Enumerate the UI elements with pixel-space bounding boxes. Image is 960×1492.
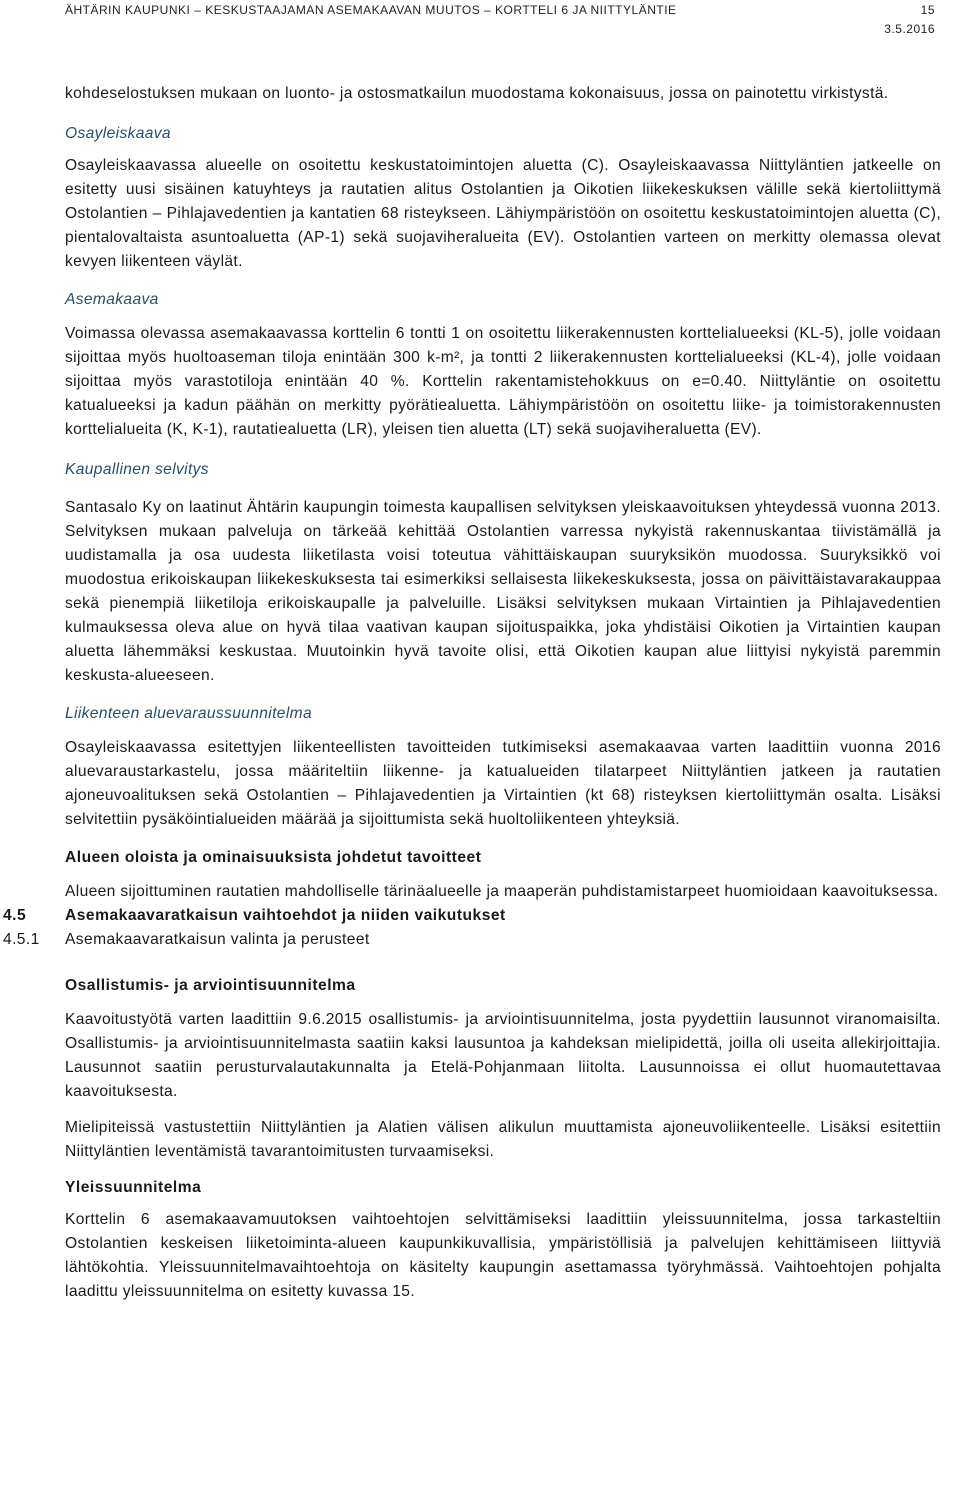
section-4-5-1-heading <box>3 928 941 952</box>
oas-heading: Osallistumis- ja arviointisuunnitelma <box>65 977 356 994</box>
oas-text-2: Mielipiteissä vastustettiin Niittyläntien ja Alatien välisen alikulun muuttamista ajoneuvoliikenteelle. Lisäksi esitettiin Niittyläntien leventämistä tavarantoimitusten turvaamiseksi. <box>65 1119 941 1160</box>
kaupallinen-heading: Kaupallinen selvitys <box>65 461 209 478</box>
section-4-5-heading <box>3 904 941 928</box>
section-4-5-1-title: Asemakaavaratkaisun valinta ja perusteet <box>65 931 370 948</box>
section-4-5-number: 4.5 <box>3 907 27 924</box>
liikenne-heading: Liikenteen aluevaraussuunnitelma <box>65 705 312 722</box>
liikenne-text: Osayleiskaavassa esitettyjen liikenteellisten tavoitteiden tutkimiseksi asemakaavaa varten laadittiin vuonna 2016 aluevaraustarkastelu, jossa määriteltiin liikenne- ja katualueiden tilatarpeet Niittyläntien jatkeen ja rautatien ajoneuvoalituksen sekä Ostolantien – Pihlajavedentien ja Virtaintien (kt 68) risteyksen kiertoliittymän osalta. Lisäksi selvitettiin pysäköintialueiden määrää ja sijoittumista sekä huoltoliikenteen yhteyksiä. <box>65 739 941 828</box>
yleissuunnitelma-text: Korttelin 6 asemakaavamuutoksen vaihtoehtojen selvittämiseksi laadittiin yleissuunnitelma, jossa tarkasteltiin Ostolantien keskeisen liiketoiminta-alueen kaupunkikuvallisia, ympäristöllisiä ja palvelujen kehittämiseen liittyviä lähtökohtia. Yleissuunnitelmavaihtoehtoja on käsitelty kaupungin asettamassa työryhmässä. Vaihtoehtojen pohjalta laadittu yleissuunnitelma on esitetty kuvassa 15. <box>65 1211 941 1300</box>
osayleiskaava-heading: Osayleiskaava <box>65 125 171 142</box>
asemakaava-text: Voimassa olevassa asemakaavassa korttelin 6 tontti 1 on osoitettu liikerakennusten korttelialueeksi (KL-5), jolle voidaan sijoittaa myös huoltoaseman tiloja enintään 300 k-m², ja tontti 2 liikerakennusten korttelialueeksi (KL-4), jolle voidaan sijoittaa myös varastotiloja enintään 40 %. Korttelin rakentamistehokkuus on e=0.40. Niittyläntie on osoitettu katualueeksi ja kadun päähän on merkitty pyörätiealuetta. Lähiympäristöön on osoitettu liike- ja toimistorakennusten korttelialueita (K, K-1), rautatiealuetta (LR), yleisen tien aluetta (LT) sekä suojaviheraluetta (EV). <box>65 325 941 438</box>
document-body <box>3 82 941 1304</box>
oas-text-1: Kaavoitustyötä varten laadittiin 9.6.2015 osallistumis- ja arviointisuunnitelma, josta pyydettiin lausunnot viranomaisilta. Osallistumis- ja arviointisuunnitelmasta saatiin kaksi lausuntoa ja kahdeksan mielipidettä, joilla oli useita allekirjoittajia. Lausunnot saatiin perusturvalautakunnalta ja Etelä-Pohjanmaan liitolta. Lausunnoissa ei ollut huomautettavaa kaavoituksesta. <box>65 1011 941 1100</box>
page-number: 15 <box>920 3 935 17</box>
header-title: ÄHTÄRIN KAUPUNKI – KESKUSTAAJAMAN ASEMAKAAVAN MUUTOS – KORTTELI 6 JA NIITTYLÄNTIE <box>65 3 677 17</box>
tavoitteet-heading: Alueen oloista ja ominaisuuksista johdetut tavoitteet <box>65 849 482 866</box>
asemakaava-heading: Asemakaava <box>65 291 159 308</box>
yleissuunnitelma-heading: Yleissuunnitelma <box>65 1179 202 1196</box>
osayleiskaava-text: Osayleiskaavassa alueelle on osoitettu keskustatoimintojen aluetta (C). Osayleiskaavassa Niittyläntien jatkeelle on esitetty uusi sisäinen katuyhteys ja rautatien alitus Ostolantien ja Oikotien liikekeskuksen välille sekä kiertoliittymä Ostolantien – Pihlajavedentien ja kantatien 68 risteykseen. Lähiympäristöön on osoitettu keskustatoimintojen aluetta (C), pientalovaltaista asuntoaluetta (AP-1) sekä suojaviheralueita (EV). Ostolantien varteen on merkitty olemassa olevat kevyen liikenteen väylät. <box>65 157 941 270</box>
header-date: 3.5.2016 <box>884 22 935 36</box>
section-4-5-title: Asemakaavaratkaisun vaihtoehdot ja niiden vaikutukset <box>65 907 506 924</box>
intro-paragraph: kohdeselostuksen mukaan on luonto- ja ostosmatkailun muodostama kokonaisuus, jossa on painotettu virkistystä. <box>65 85 889 102</box>
tavoitteet-text: Alueen sijoittuminen rautatien mahdolliselle tärinäalueelle ja maaperän puhdistamistarpeet huomioidaan kaavoituksessa. <box>65 883 939 900</box>
kaupallinen-text: Santasalo Ky on laatinut Ähtärin kaupungin toimesta kaupallisen selvityksen yleiskaavoituksen yhteydessä vuonna 2013. Selvityksen mukaan palveluja on tärkeää kehittää Ostolantien varressa nykyistä rakennuskantaa tiivistämällä ja uudistamalla ja osa uudesta liiketilasta voisi toteutua vähittäiskaupan suuryksikön muodossa. Suuryksikkö voi muodostua erikoiskaupan liikekeskuksesta tai esimerkiksi sellaisesta liikekeskuksesta, jossa on päivittäistavarakauppaa sekä pienempiä liiketiloja erikoiskaupalle ja palveluille. Lisäksi selvityksen mukaan Virtaintien ja Pihlajavedentien kulmauksessa oleva alue on hyvä tilaa vaativan kaupan sijoituspaikka, joka yhdistäisi Oikotien ja Virtaintien kaupan aluetta lähemmäksi keskustaa. Muutoinkin hyvä tavoite olisi, että Oikotien kaupan alue liittyisi nykyistä paremmin keskusta-alueeseen. <box>65 499 941 684</box>
section-4-5-1-number: 4.5.1 <box>3 931 40 948</box>
